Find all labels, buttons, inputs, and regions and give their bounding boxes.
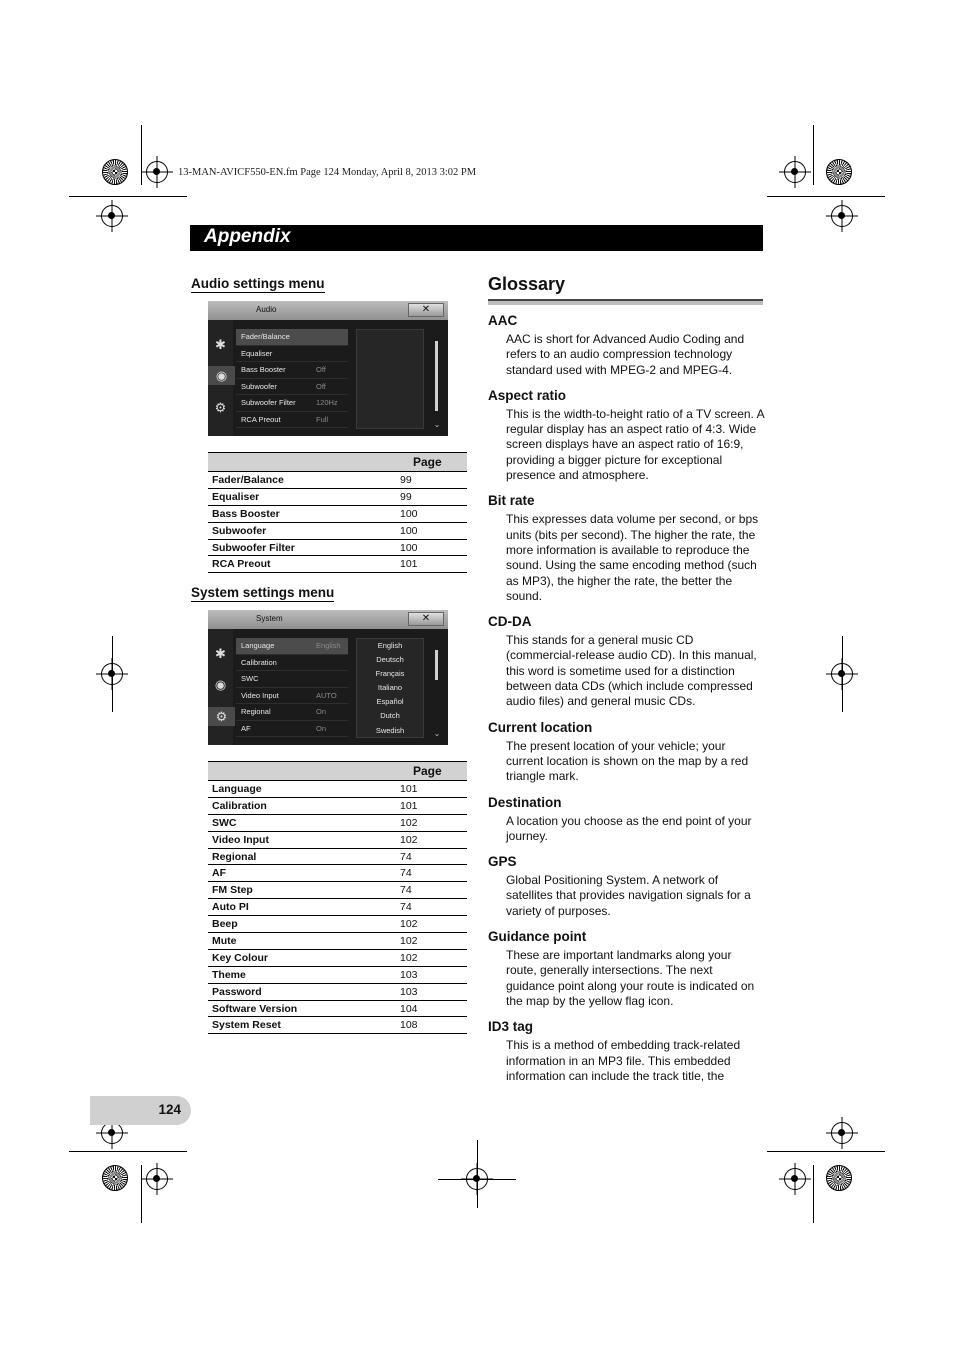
language-option: English xyxy=(377,641,403,650)
table-row: SWC 102 xyxy=(208,814,467,831)
audio-settings-screenshot xyxy=(208,301,448,436)
menu-item: Equaliser xyxy=(236,346,348,363)
chevron-down-icon: ⌄ xyxy=(433,729,441,738)
registration-crosshair-icon xyxy=(831,1122,853,1144)
close-button: ✕ xyxy=(408,303,444,317)
table-row: Mute 102 xyxy=(208,933,467,950)
audio-menu-list xyxy=(236,329,348,428)
registration-burst-icon xyxy=(826,159,852,185)
crop-mark xyxy=(141,125,142,185)
registration-crosshair-icon xyxy=(831,205,853,227)
glossary-definition: This expresses data volume per second, or bps units (bits per second). The higher the rate, the more information is available to reproduce the sound. Using the same encoding method (such as MP3), the higher the rate, the better the sound. xyxy=(506,512,759,603)
table-row: Fader/Balance 99 xyxy=(208,472,467,489)
language-options-panel xyxy=(356,638,424,738)
menu-item: Fader/Balance xyxy=(236,329,348,346)
menu-item: Subwoofer Off xyxy=(236,379,348,396)
glossary-title: Glossary xyxy=(488,274,566,294)
registration-crosshair-icon xyxy=(784,161,806,183)
menu-item: SWC xyxy=(236,671,348,688)
table-row: FM Step 74 xyxy=(208,882,467,899)
table-row: Regional 74 xyxy=(208,848,467,865)
registration-crosshair-icon xyxy=(101,663,123,685)
glossary-definition: These are important landmarks along your route, generally intersections. The next guidance point along your route is indicated on the map by the yellow flag icon. xyxy=(506,948,755,1008)
registration-burst-icon xyxy=(102,159,128,185)
glossary-term: Aspect ratio xyxy=(488,387,567,403)
bluetooth-icon: ✱ xyxy=(215,337,226,352)
table-row: System Reset 108 xyxy=(208,1017,467,1034)
glossary-definition: This is the width-to-height ratio of a TV screen. A regular display has an aspect ratio of 4:3. Wide screen displays have an aspect ratio of 16:9, providing a bigger picture for exceptional presence and atmosphere. xyxy=(506,406,764,483)
gear-icon: ⚙ xyxy=(208,707,235,726)
menu-item: Bass Booster Off xyxy=(236,362,348,379)
close-button: ✕ xyxy=(408,612,444,626)
bluetooth-icon: ✱ xyxy=(215,646,226,661)
menu-item: Subwoofer Filter 120Hz xyxy=(236,395,348,412)
screen-title: System xyxy=(256,614,283,623)
section-header-bar xyxy=(190,225,763,251)
registration-crosshair-icon xyxy=(101,1122,123,1144)
disc-icon: ◉ xyxy=(208,366,235,385)
scrollbar xyxy=(432,646,442,738)
table-row: AF 74 xyxy=(208,865,467,882)
scrollbar xyxy=(432,337,442,429)
system-settings-screenshot xyxy=(208,610,448,745)
menu-item: AF On xyxy=(236,721,348,738)
language-option: Español xyxy=(376,697,404,707)
crop-mark xyxy=(69,196,187,197)
glossary-term: ID3 tag xyxy=(488,1019,534,1035)
crop-mark xyxy=(767,196,885,197)
table-row: Bass Booster 100 xyxy=(208,505,467,522)
gear-icon: ⚙ xyxy=(214,400,227,415)
table-row: Subwoofer Filter 100 xyxy=(208,539,467,556)
section-title: Appendix xyxy=(204,226,291,247)
screen-sidebar xyxy=(208,629,233,745)
table-row: Subwoofer 100 xyxy=(208,522,467,539)
table-row: Password 103 xyxy=(208,983,467,1000)
menu-item: RCA Preout Full xyxy=(236,412,348,429)
screen-title: Audio xyxy=(256,305,277,314)
glossary-term: Guidance point xyxy=(488,929,587,945)
language-option: Dutch xyxy=(380,711,400,721)
disc-icon: ◉ xyxy=(214,677,227,692)
audio-settings-heading: Audio settings menu xyxy=(191,276,325,291)
glossary-rule xyxy=(488,299,763,305)
registration-crosshair-icon xyxy=(101,205,123,227)
crop-mark xyxy=(69,1151,187,1152)
table-row: RCA Preout 101 xyxy=(208,556,467,573)
glossary-term: Destination xyxy=(488,794,562,810)
glossary-term: Current location xyxy=(488,719,593,735)
page-number: 124 xyxy=(158,1102,181,1117)
registration-crosshair-icon xyxy=(784,1168,806,1190)
crop-mark xyxy=(813,125,814,185)
table-row: Calibration 101 xyxy=(208,797,467,814)
glossary-term: Bit rate xyxy=(488,493,535,509)
language-option: Français xyxy=(375,669,405,679)
menu-item: Video Input AUTO xyxy=(236,688,348,705)
registration-crosshair-icon xyxy=(146,1168,168,1190)
glossary-definition: A location you choose as the end point of your journey. xyxy=(506,813,752,843)
glossary-list xyxy=(488,313,764,1084)
table-row: Key Colour 102 xyxy=(208,949,467,966)
language-option: Swedish xyxy=(375,725,405,735)
crop-mark xyxy=(813,1165,814,1223)
crop-mark xyxy=(141,1165,142,1223)
column-header-page: Page xyxy=(400,762,467,781)
system-menu-list xyxy=(236,638,348,737)
glossary-term: GPS xyxy=(488,854,517,870)
audio-page-table xyxy=(208,452,467,573)
menu-item: Regional On xyxy=(236,704,348,721)
file-info: 13-MAN-AVICF550-EN.fm Page 124 Monday, April 8, 2013 3:02 PM xyxy=(178,167,477,178)
menu-item: Language English xyxy=(236,638,348,655)
chevron-down-icon: ⌄ xyxy=(433,420,441,429)
menu-item: Calibration xyxy=(236,655,348,672)
registration-crosshair-icon xyxy=(466,1168,488,1190)
preview-panel xyxy=(356,329,424,429)
crop-mark xyxy=(767,1151,885,1152)
language-option: Deutsch xyxy=(376,655,404,665)
screen-titlebar xyxy=(208,301,448,320)
glossary-definition: This is a method of embedding track-related information in an MP3 file. This embedded information can include the track title, the xyxy=(506,1038,741,1083)
table-row: Software Version 104 xyxy=(208,1000,467,1017)
table-row: Video Input 102 xyxy=(208,831,467,848)
system-page-table xyxy=(208,761,467,1034)
table-row: Equaliser 99 xyxy=(208,488,467,505)
registration-crosshair-icon xyxy=(831,663,853,685)
table-row: Auto PI 74 xyxy=(208,899,467,916)
registration-burst-icon xyxy=(102,1165,128,1191)
glossary-definition: AAC is short for Advanced Audio Coding and refers to an audio compression technology standard used with MPEG-2 and MPEG-4. xyxy=(506,332,745,377)
column-header-page: Page xyxy=(400,453,467,472)
glossary-definition: Global Positioning System. A network of satellites that provides navigation signals for a variety of purposes. xyxy=(506,873,751,918)
table-row: Language 101 xyxy=(208,781,467,798)
table-row: Theme 103 xyxy=(208,966,467,983)
table-row: Beep 102 xyxy=(208,916,467,933)
screen-titlebar xyxy=(208,610,448,629)
registration-burst-icon xyxy=(826,1165,852,1191)
screen-sidebar xyxy=(208,320,233,436)
glossary-term: CD-DA xyxy=(488,614,532,630)
glossary-definition: The present location of your vehicle; your current location is shown on the map by a red triangle mark. xyxy=(506,738,749,784)
registration-crosshair-icon xyxy=(146,161,168,183)
glossary-term: AAC xyxy=(488,313,518,328)
system-settings-heading: System settings menu xyxy=(191,585,335,600)
page-number-tab xyxy=(90,1096,191,1125)
glossary-definition: This stands for a general music CD (commercial-release audio CD). In this manual, this word is sometime used for a distinction between data CDs (which include compressed audio files) and general music CDs. xyxy=(506,633,757,709)
language-option: Italiano xyxy=(377,683,403,693)
